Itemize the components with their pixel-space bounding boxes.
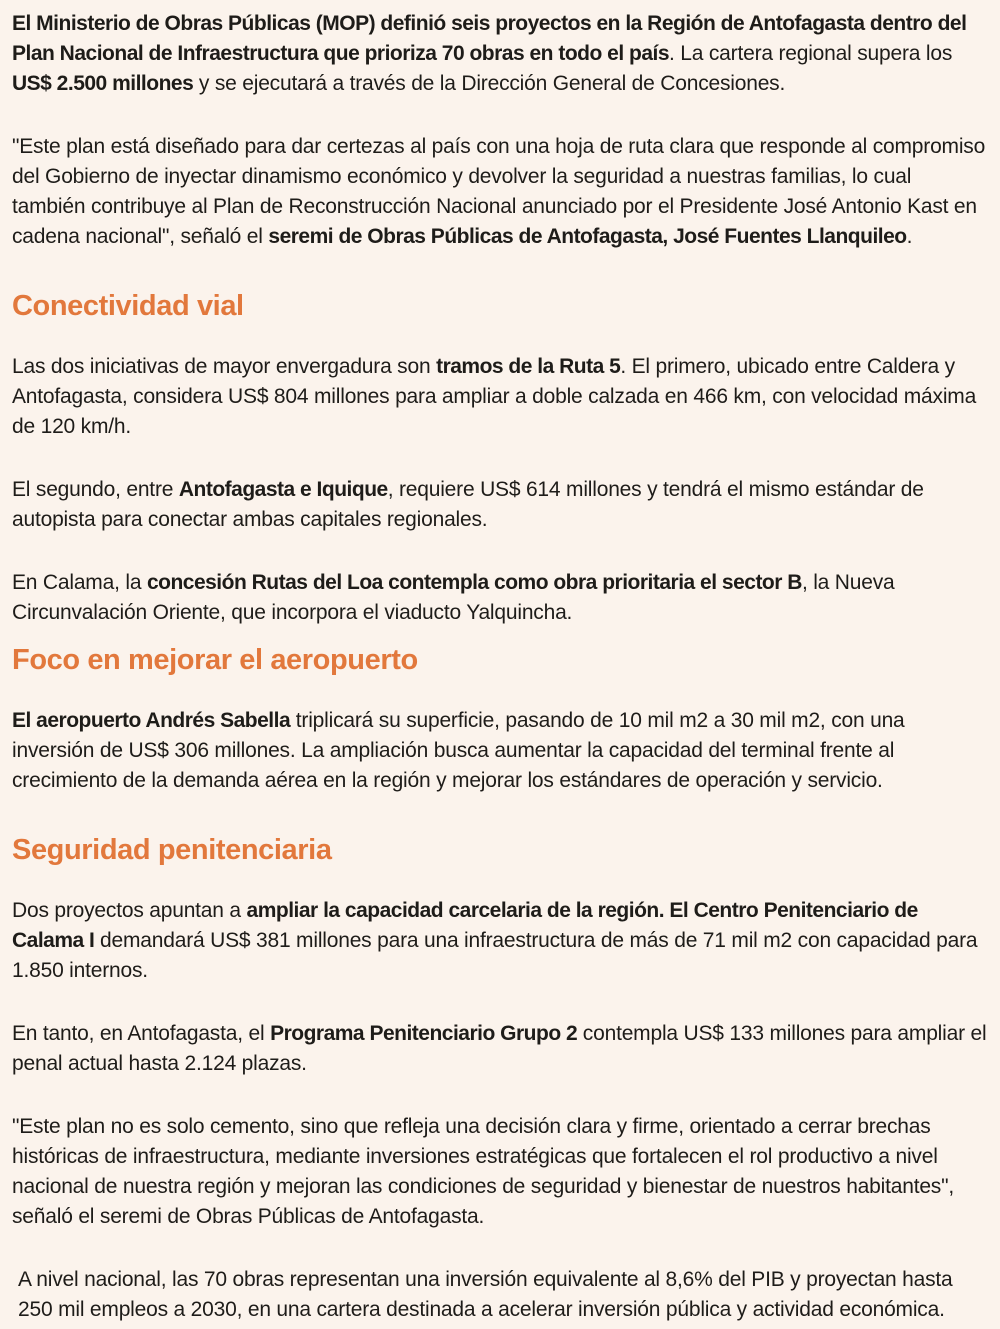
- bold-text-run: El aeropuerto Andrés Sabella: [12, 709, 291, 732]
- text-run: En Calama, la: [12, 571, 147, 594]
- section-heading: Foco en mejorar el aeropuerto: [12, 644, 418, 676]
- text-run: El segundo, entre: [12, 478, 179, 501]
- article-paragraph: [12, 896, 988, 986]
- article-paragraph: [12, 568, 988, 628]
- text-run: . La cartera regional supera los: [669, 42, 953, 65]
- bold-text-run: Antofagasta e Iquique: [178, 478, 388, 501]
- bold-text-run: US$ 2.500 millones: [12, 72, 194, 95]
- article-paragraph: [12, 1019, 988, 1079]
- article-paragraph: [12, 1265, 988, 1325]
- text-run: "Este plan está diseñado para dar certezas al país con una hoja de ruta clara que responde al compromiso del Gobierno de inyectar dinamismo económico y devolver la seguridad a nuestras familias, lo cual también contribuye al Plan de Reconstrucción Nacional anunciado por el Presidente José Antonio Kast en cadena nacional", señaló el: [12, 135, 986, 248]
- bold-text-run: El Ministerio de Obras Públicas (MOP) definió seis proyectos en la Región de Antofagasta dentro del Plan Nacional de Infraestructura que prioriza 70 obras en todo el país: [12, 12, 967, 65]
- article-paragraph: [12, 352, 988, 442]
- text-run: y se ejecutará a través de la Dirección General de Concesiones.: [193, 72, 786, 95]
- text-run: . El primero, ubicado entre Caldera y Antofagasta, considera US$ 804 millones para ampliar a doble calzada en 466 km, con velocidad máxima de 120 km/h.: [12, 355, 977, 438]
- article-paragraph: [12, 706, 988, 796]
- article-paragraph: [12, 475, 988, 535]
- bold-text-run: ampliar la capacidad carcelaria de la región. El Centro Penitenciario de Calama I: [12, 899, 918, 952]
- section-heading: Conectividad vial: [12, 290, 244, 322]
- text-run: triplicará su superficie, pasando de 10 mil m2 a 30 mil m2, con una inversión de US$ 306 millones. La ampliación busca aumentar la capacidad del terminal frente al crecimiento de la demanda aérea en la región y mejorar los estándares de operación y servicio.: [12, 709, 905, 792]
- bold-text-run: tramos de la Ruta 5: [436, 355, 621, 378]
- article-paragraph: [12, 132, 988, 252]
- text-run: , la Nueva Circunvalación Oriente, que incorpora el viaducto Yalquincha.: [12, 571, 895, 624]
- text-run: "Este plan no es solo cemento, sino que refleja una decisión clara y firme, orientado a cerrar brechas históricas de infraestructura, mediante inversiones estratégicas que fortalecen el rol productivo a nivel nacional de nuestra región y mejoran las condiciones de seguridad y bienestar de nuestros habitantes", señaló el seremi de Obras Públicas de Antofagasta.: [12, 1115, 954, 1228]
- text-run: , requiere US$ 614 millones y tendrá el mismo estándar de autopista para conectar ambas capitales regionales.: [12, 478, 924, 531]
- article-paragraph: [12, 1112, 988, 1232]
- section-heading: Seguridad penitenciaria: [12, 834, 332, 866]
- bold-text-run: seremi de Obras Públicas de Antofagasta, José Fuentes Llanquileo: [268, 225, 907, 248]
- bold-text-run: concesión Rutas del Loa contempla como obra prioritaria el sector B: [146, 571, 802, 594]
- article-paragraph: [12, 9, 988, 99]
- text-run: En tanto, en Antofagasta, el: [12, 1022, 271, 1045]
- text-run: .: [906, 225, 913, 248]
- text-run: Dos proyectos apuntan a: [12, 899, 247, 922]
- text-run: Las dos iniciativas de mayor envergadura son: [12, 355, 437, 378]
- bold-text-run: Programa Penitenciario Grupo 2: [270, 1022, 578, 1045]
- text-run: contempla US$ 133 millones para ampliar el penal actual hasta 2.124 plazas.: [12, 1022, 987, 1075]
- text-run: demandará US$ 381 millones para una infraestructura de más de 71 mil m2 con capacidad para 1.850 internos.: [12, 929, 978, 982]
- text-run: A nivel nacional, las 70 obras representan una inversión equivalente al 8,6% del PIB y proyectan hasta 250 mil empleos a 2030, en una cartera destinada a acelerar inversión pública y actividad económica.: [18, 1268, 953, 1321]
